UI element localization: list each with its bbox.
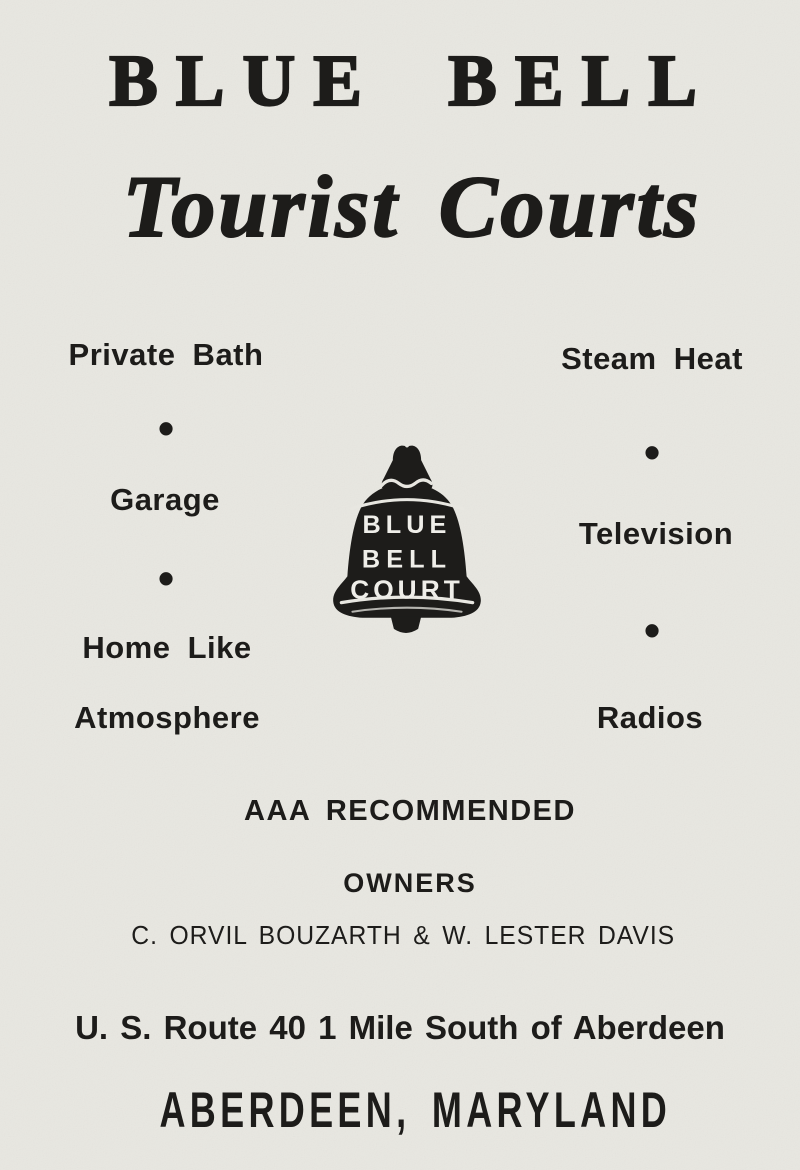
feature-home-like-line2: Atmosphere [74,700,260,735]
owners-label: OWNERS [343,868,477,898]
owners-names-text: C. ORVIL BOUZARTH & W. LESTER DAVIS [131,920,675,950]
feature-garage: Garage [110,482,220,517]
city-line-text: ABERDEEN, MARYLAND [159,1082,671,1138]
bullet-separator: • [157,402,175,454]
feature-home-like-line1: Home Like [82,630,252,665]
bell-logo-text-line2: BELL [361,545,453,574]
bullet-separator: • [643,604,661,656]
page-title: BLUE BELL [109,40,715,121]
aaa-recommended-text: AAA RECOMMENDED [244,795,576,827]
feature-steam-heat: Steam Heat [561,341,743,376]
bell-logo-icon [326,443,488,637]
bell-logo-text-line1: BLUE [362,510,452,539]
bullet-separator: • [643,426,661,478]
bell-logo-text-line3: COURT [350,574,464,605]
city-line [15,1081,800,1139]
page-subtitle: Tourist Courts [122,159,702,256]
feature-private-bath: Private Bath [68,337,264,372]
feature-radios: Radios [596,700,704,735]
address-line: U. S. Route 40 1 Mile South of Aberdeen [75,1009,725,1046]
bullet-separator: • [157,552,175,604]
owners-names [3,920,800,951]
feature-television: Television [578,516,734,551]
